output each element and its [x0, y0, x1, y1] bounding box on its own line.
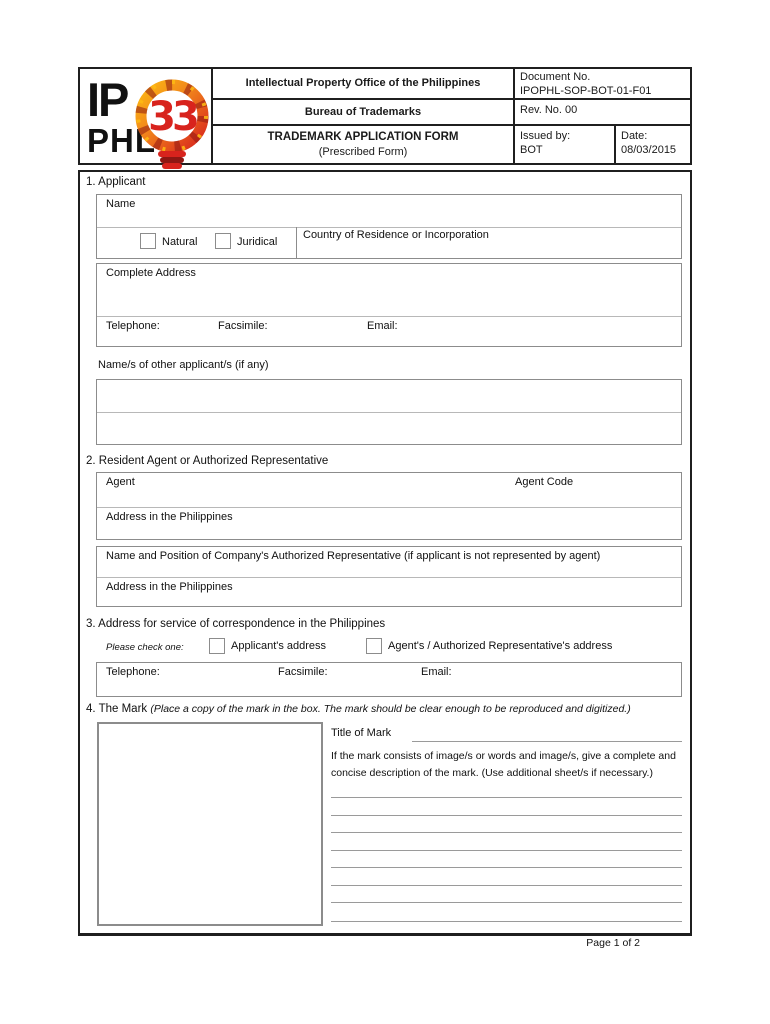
other-applicants-divider — [97, 412, 681, 413]
page-indicator: Page 1 of 2 — [586, 937, 640, 949]
juridical-checkbox[interactable] — [215, 233, 231, 249]
bureau-name-cell — [213, 100, 513, 126]
office-name: Intellectual Property Office of the Philippines — [245, 77, 481, 90]
title-of-mark-line[interactable] — [412, 741, 682, 742]
representative-address-divider — [97, 577, 681, 578]
description-line[interactable] — [331, 850, 682, 851]
juridical-label: Juridical — [237, 236, 278, 248]
representative-address-label: Address in the Philippines — [106, 581, 233, 593]
description-line[interactable] — [331, 815, 682, 816]
description-line[interactable] — [331, 867, 682, 868]
logo-text-phl: PHL — [87, 122, 156, 159]
applicant-address-label: Applicant's address — [231, 640, 327, 652]
mark-image-box[interactable] — [97, 722, 323, 926]
issued-by-cell — [515, 126, 614, 163]
telephone-label-1: Telephone: — [106, 320, 160, 332]
description-line[interactable] — [331, 902, 682, 903]
email-label-3: Email: — [421, 666, 452, 678]
telephone-label-3: Telephone: — [106, 666, 160, 678]
facsimile-label-3: Facsimile: — [278, 666, 328, 678]
agent-address-label: Agent's / Authorized Representative's address — [388, 640, 613, 652]
title-of-mark-label: Title of Mark — [331, 727, 392, 739]
check-one-label: Please check one: — [106, 642, 184, 653]
country-label: Country of Residence or Incorporation — [303, 229, 489, 241]
form-subtitle: (Prescribed Form) — [318, 145, 408, 158]
document-header-table — [78, 67, 692, 165]
rev-no-value: Rev. No. 00 — [520, 104, 578, 116]
agent-address-checkbox[interactable] — [366, 638, 382, 654]
representative-label: Name and Position of Company's Authorized Representative (if applicant is not represented by agent) — [106, 550, 601, 562]
description-line[interactable] — [331, 832, 682, 833]
description-line[interactable] — [331, 921, 682, 922]
section2-title: 2. Resident Agent or Authorized Representative — [86, 455, 329, 467]
agent-code-label: Agent Code — [515, 476, 574, 488]
agent-label: Agent — [106, 476, 135, 488]
document-no-value: IPOPHL-SOP-BOT-01-F01 — [520, 85, 652, 98]
type-country-divider — [296, 227, 297, 258]
issued-by-value: BOT — [520, 144, 543, 157]
rev-no-cell — [513, 100, 690, 126]
complete-address-label: Complete Address — [106, 267, 196, 279]
ipophl-lightbulb-emblem-icon — [127, 73, 215, 173]
issued-by-label: Issued by: — [520, 130, 571, 142]
mark-description-instruction: If the mark consists of image/s or words and image/s, give a complete and concise description of the mark. (Use additional sheet/s if necessary.) — [331, 750, 676, 779]
office-name-cell — [213, 69, 513, 100]
correspondence-contact-box[interactable] — [96, 662, 682, 697]
date-label: Date: — [621, 130, 648, 142]
emblem-glyph: 33 — [148, 94, 196, 140]
section4-title — [86, 703, 631, 715]
email-label-1: Email: — [367, 320, 398, 332]
other-applicants-label: Name/s of other applicant/s (if any) — [98, 359, 269, 371]
logo-text-ip: IP — [87, 73, 128, 126]
bureau-name: Bureau of Trademarks — [304, 105, 422, 118]
document-no-label: Document No. — [520, 71, 591, 83]
section4-title-text: 4. The Mark — [86, 703, 148, 715]
agent-address-divider — [97, 507, 681, 508]
agent-box[interactable] — [96, 472, 682, 540]
date-cell — [614, 126, 690, 163]
name-row-divider — [97, 227, 681, 228]
name-label: Name — [106, 198, 136, 210]
form-title-cell — [213, 126, 513, 163]
date-value: 08/03/2015 — [621, 144, 677, 157]
section1-title: 1. Applicant — [86, 176, 146, 188]
section3-title: 3. Address for service of correspondence in the Philippines — [86, 618, 386, 630]
ipophl-logo — [80, 69, 213, 163]
natural-checkbox[interactable] — [140, 233, 156, 249]
natural-label: Natural — [162, 236, 198, 248]
mark-instruction: (Place a copy of the mark in the box. The mark should be clear enough to be reproduced and digitized.) — [150, 703, 631, 715]
form-title: TRADEMARK APPLICATION FORM — [267, 130, 459, 143]
description-line[interactable] — [331, 797, 682, 798]
address-contact-divider — [97, 316, 681, 317]
applicant-address-checkbox[interactable] — [209, 638, 225, 654]
facsimile-label-1: Facsimile: — [218, 320, 268, 332]
document-no-cell — [513, 69, 690, 100]
agent-address-label: Address in the Philippines — [106, 511, 233, 523]
description-line[interactable] — [331, 885, 682, 886]
issued-date-cell — [513, 126, 690, 163]
